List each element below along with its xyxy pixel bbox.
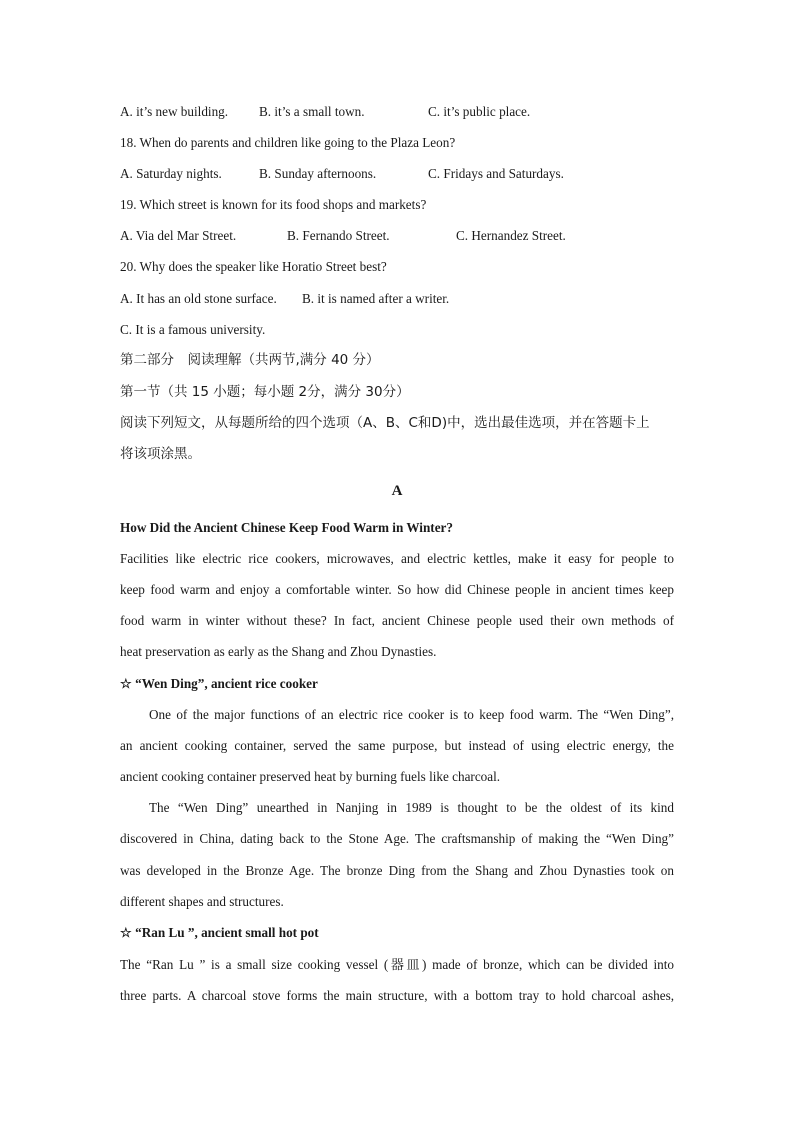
p2-line-2: discovered in China, dating back to the Stone Age. The craftsmanship of making the “Wen Ding”: [120, 831, 674, 846]
q17-option-c: C. it’s public place.: [428, 104, 531, 119]
p1-line-2: an ancient cooking container, served the same purpose, but instead of using electric energy, the: [120, 738, 674, 753]
q17-option-b: B. it’s a small town.: [259, 104, 365, 119]
q19-option-c: C. Hernandez Street.: [456, 228, 566, 243]
subheading-wen-ding: ☆ “Wen Ding”, ancient rice cooker: [120, 676, 318, 691]
passage-title: How Did the Ancient Chinese Keep Food Warm in Winter?: [120, 520, 453, 535]
q18-question: 18. When do parents and children like going to the Plaza Leon?: [120, 135, 456, 150]
intro-line-2: keep food warm and enjoy a comfortable winter. So how did Chinese people in ancient times keep: [120, 582, 674, 597]
subheading-ran-lu: ☆ “Ran Lu ”, ancient small hot pot: [120, 925, 319, 940]
part-two-heading: 第二部分 阅读理解（共两节,满分 40 分）: [120, 352, 380, 368]
q20-option-a: A. It has an old stone surface.: [120, 291, 277, 306]
q19-question: 19. Which street is known for its food shops and markets?: [120, 197, 427, 212]
p1-line-1: One of the major functions of an electric rice cooker is to keep food warm. The “Wen Ding”,: [149, 707, 674, 722]
p2-line-3: was developed in the Bronze Age. The bronze Ding from the Shang and Zhou Dynasties took on: [120, 863, 674, 878]
passage-letter: A: [391, 483, 403, 499]
q19-option-b: B. Fernando Street.: [287, 228, 390, 243]
intro-line-3: food warm in winter without these? In fact, ancient Chinese people used their own methods of: [120, 613, 674, 628]
instructions-line-1: 阅读下列短文，从每题所给的四个选项（A、B、C和D)中，选出最佳选项，并在答题卡上: [120, 415, 650, 431]
q18-option-c: C. Fridays and Saturdays.: [428, 166, 564, 181]
p3-line-1: The “Ran Lu ” is a small size cooking vessel (器皿) made of bronze, which can be divided into: [120, 957, 674, 972]
p2-line-1: The “Wen Ding” unearthed in Nanjing in 1989 is thought to be the oldest of its kind: [149, 800, 674, 815]
section-one-heading: 第一节（共 15 小题；每小题 2分，满分 30分）: [120, 384, 410, 400]
q20-option-c: C. It is a famous university.: [120, 322, 266, 337]
instructions-line-2: 将该项涂黑。: [120, 446, 201, 462]
q18-option-a: A. Saturday nights.: [120, 166, 222, 181]
p3-line-2: three parts. A charcoal stove forms the main structure, with a bottom tray to hold charcoal ashes,: [120, 988, 674, 1003]
intro-line-1: Facilities like electric rice cookers, microwaves, and electric kettles, make it easy for people to: [120, 551, 674, 566]
p1-line-3: ancient cooking container preserved heat by burning fuels like charcoal.: [120, 769, 501, 784]
q19-option-a: A. Via del Mar Street.: [120, 228, 237, 243]
q20-question: 20. Why does the speaker like Horatio Street best?: [120, 259, 387, 274]
intro-line-4: heat preservation as early as the Shang and Zhou Dynasties.: [120, 644, 437, 659]
q17-option-a: A. it’s new building.: [120, 104, 229, 119]
p2-line-4: different shapes and structures.: [120, 894, 284, 909]
q18-option-b: B. Sunday afternoons.: [259, 166, 377, 181]
q20-option-b: B. it is named after a writer.: [302, 291, 450, 306]
